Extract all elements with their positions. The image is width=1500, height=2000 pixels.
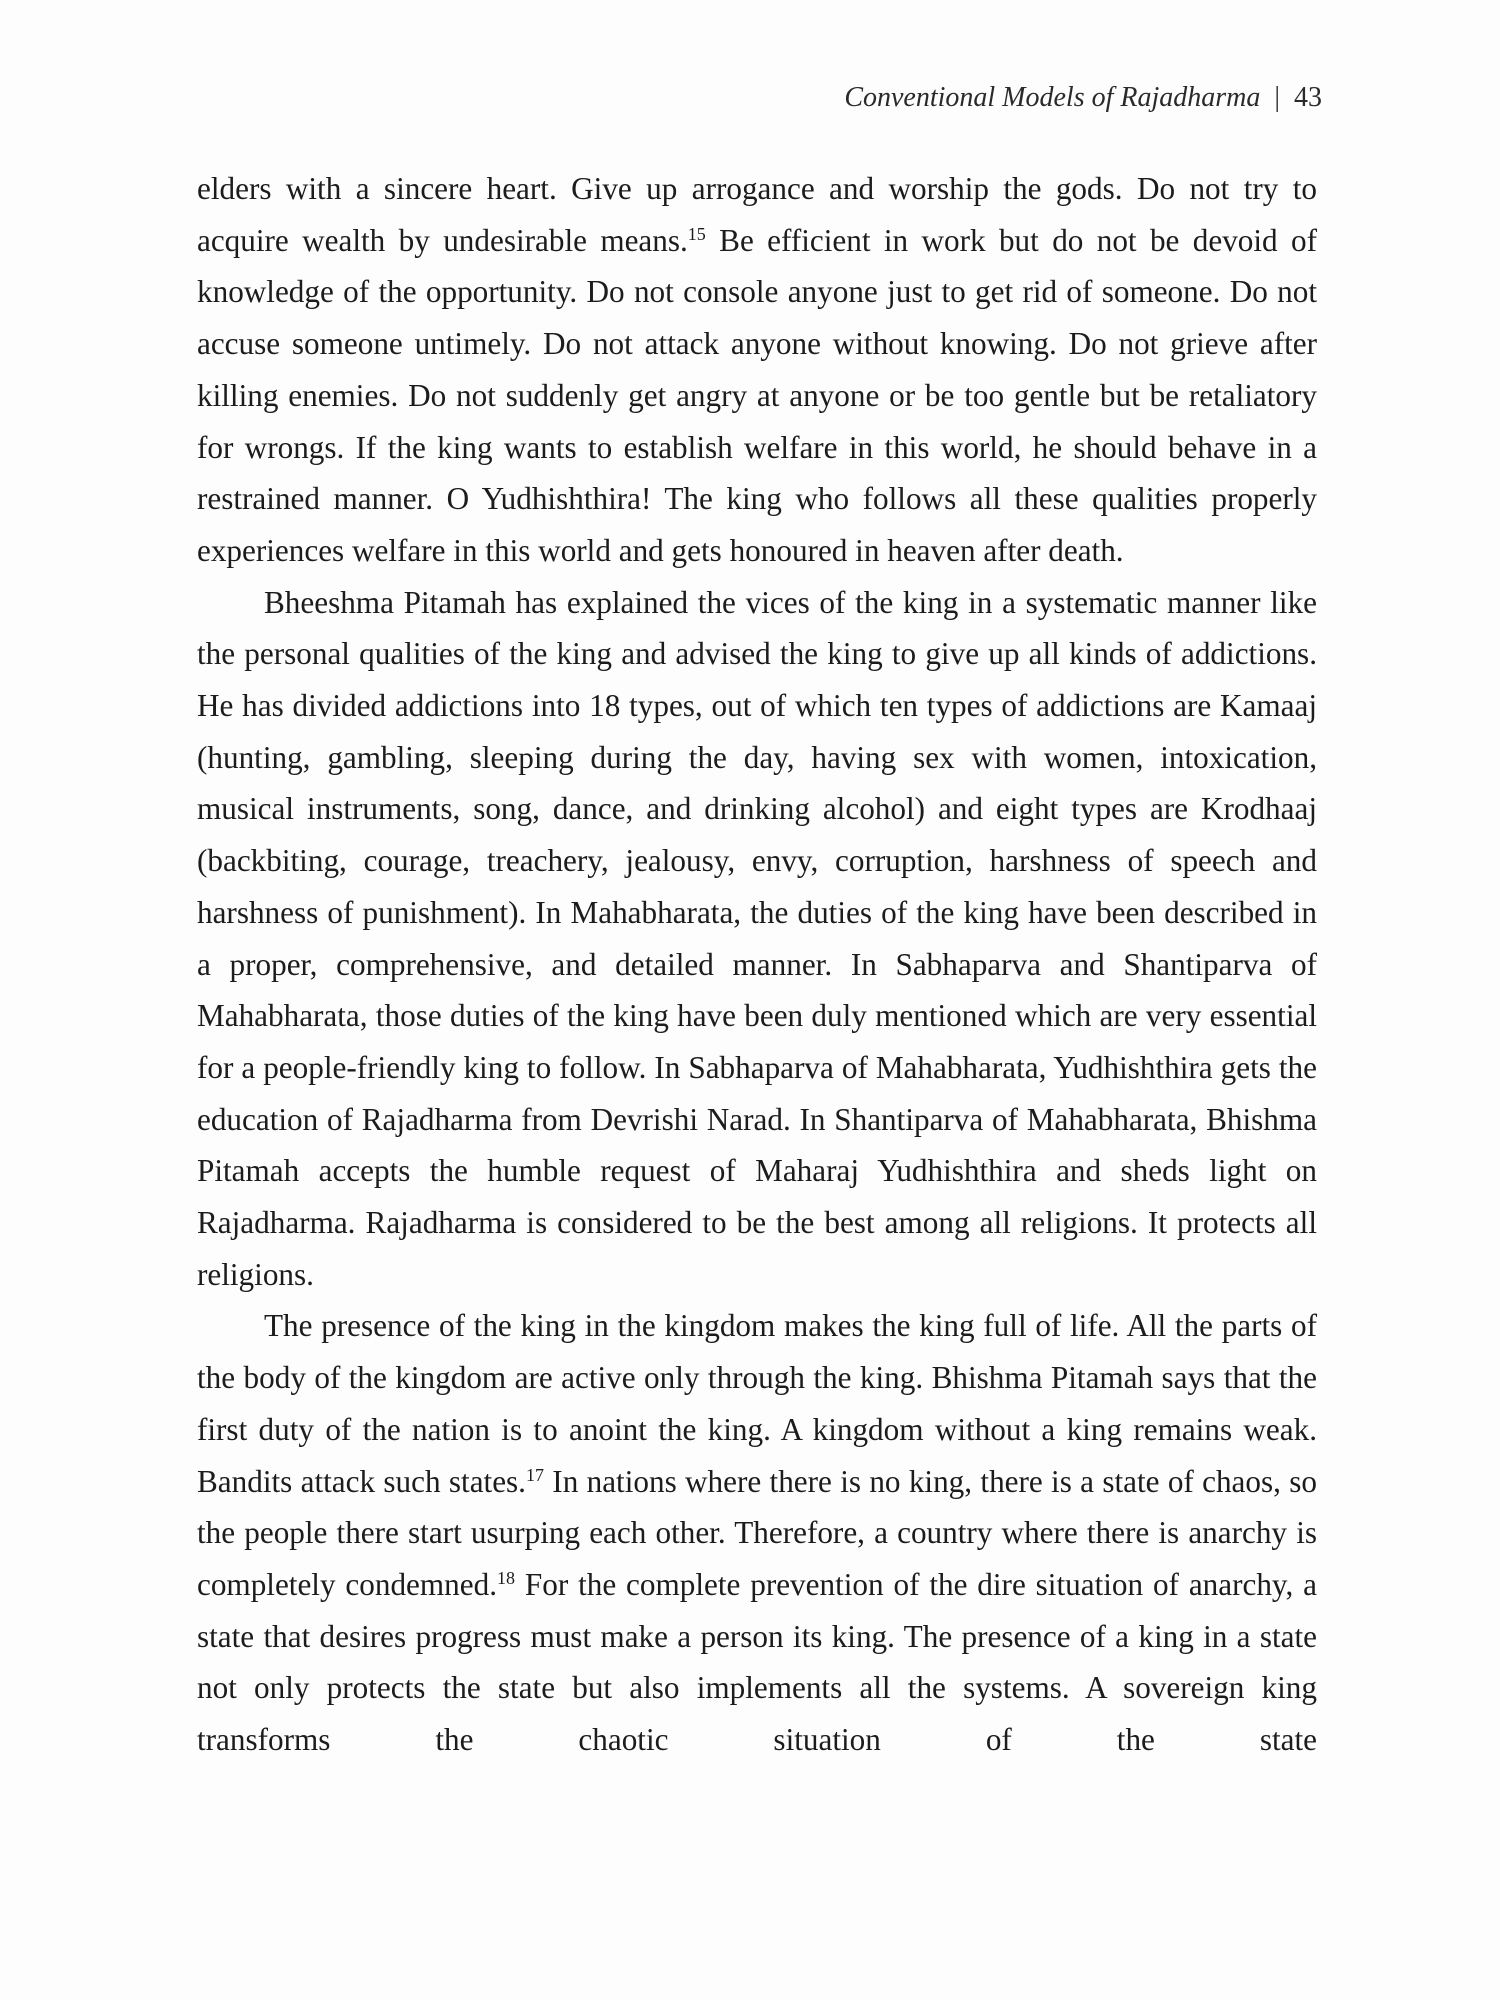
paragraph-text: Be efficient in work but do not be devoid of knowledge of the opportunity. Do not console anyone just to get rid of someone. Do not accuse someone untimely. Do not attack anyone without knowing. Do not grieve after killing enemies. Do not suddenly get angry at anyone or be too gentle but be retaliatory for wrongs. If the king wants to establish welfare in this world, he should behave in a restrained manner. O Yudhishthira! The king who follows all these qualities properly experiences welfare in this world and gets honoured in heaven after death. (197, 222, 1318, 568)
footnote-ref: 17 (525, 1464, 544, 1485)
paragraph-text: Bheeshma Pitamah has explained the vices of the king in a systematic manner like the personal qualities of the king and advised the king to give up all kinds of addictions. He has divided addictions into 18 types, out of which ten types of addictions are Kamaaj (hunting, gambling, sleeping during the day, having sex with women, intoxication, musical instruments, song, dance, and drinking alcohol) and eight types are Krodhaaj (backbiting, courage, treachery, jealousy, envy, corruption, harshness of speech and harshness of punishment). In Mahabharata, the duties of the king have been described in a proper, comprehensive, and detailed manner. In Sabhaparva and Shantiparva of Mahabharata, those duties of the king have been duly mentioned which are very essential for a people-friendly king to follow. In Sabhaparva of Mahabharata, Yudhishthira gets the education of Rajadharma from Devrishi Narad. In Shantiparva of Mahabharata, Bhishma Pitamah accepts the humble request of Maharaj Yudhishthira and sheds light on Rajadharma. Rajadharma is considered to be the best among all religions. It protects all religions. (197, 584, 1317, 1292)
header-separator: | (1274, 82, 1280, 113)
footnote-ref: 15 (687, 223, 706, 244)
page-number: 43 (1294, 82, 1322, 113)
body-text (197, 163, 1317, 1766)
paragraph-text: The presence of the king in the kingdom makes the king full of life. All the parts of the body of the kingdom are active only through the king. Bhishma Pitamah says that the first duty of the nation is to anoint the king. A kingdom without a king remains weak. Bandits attack such states. (197, 1308, 1317, 1499)
paragraph (197, 577, 1317, 1301)
paragraph-text: In nations where there is no king, there is a state of chaos, so the people there start usurping each other. Therefore, a country where there is anarchy is completely condemned. (197, 1463, 1317, 1602)
paragraph (197, 1300, 1317, 1765)
paragraph (197, 163, 1317, 577)
paragraph-text: For the complete prevention of the dire situation of anarchy, a state that desires progress must make a person its king. The presence of a king in a state not only protects the state but also implements all the systems. A sovereign king transforms the chaotic situation of the state (197, 1566, 1317, 1758)
paragraph-text: elders with a sincere heart. Give up arrogance and worship the gods. Do not try to acquire wealth by undesirable means. (197, 171, 1317, 258)
footnote-ref: 18 (497, 1567, 515, 1588)
running-header (844, 82, 1322, 114)
chapter-title: Conventional Models of Rajadharma (844, 82, 1261, 113)
